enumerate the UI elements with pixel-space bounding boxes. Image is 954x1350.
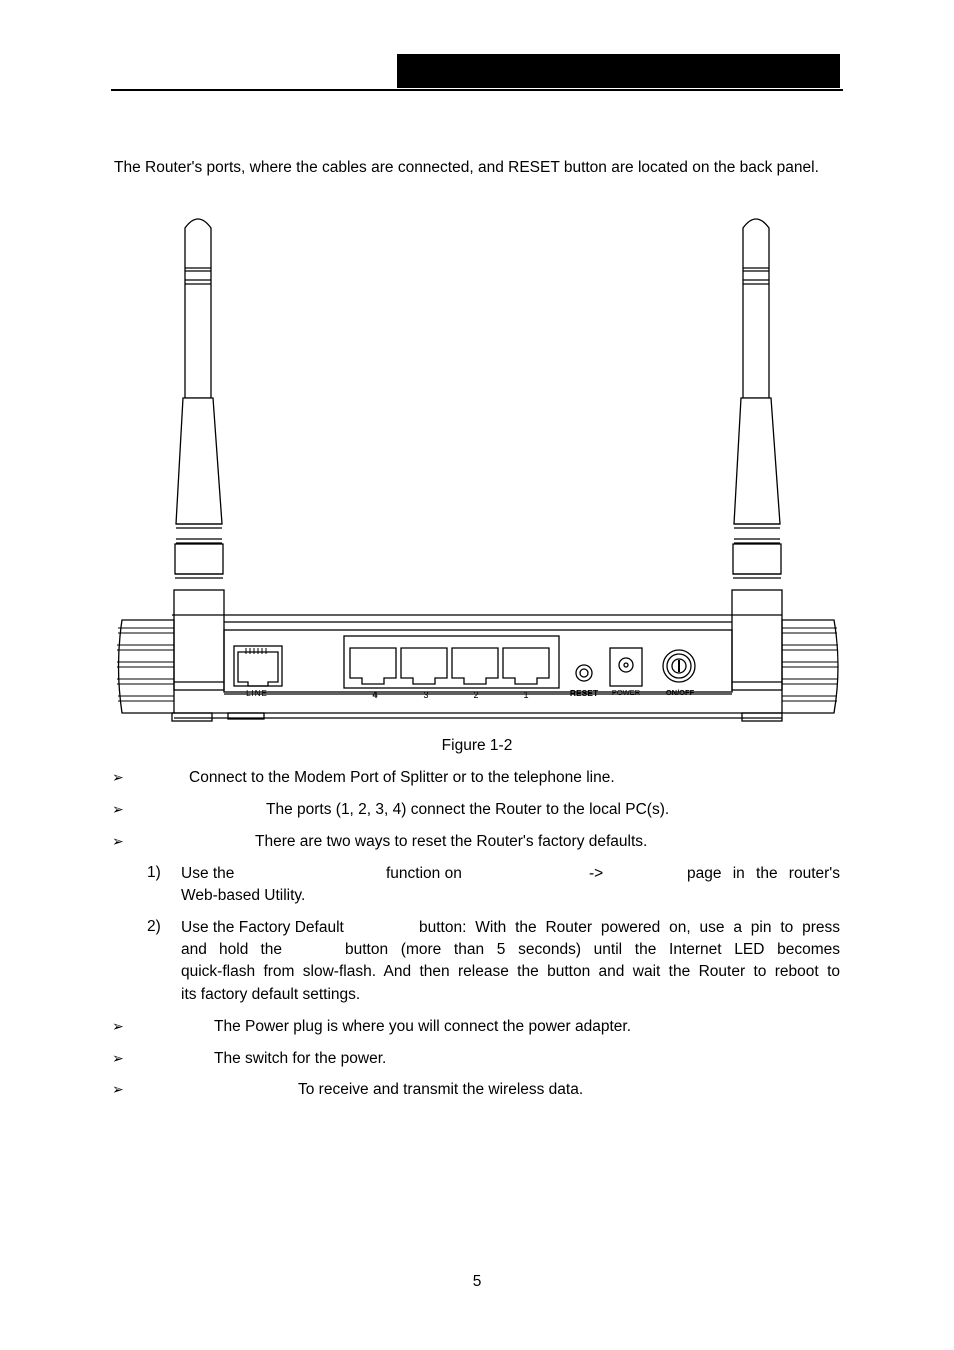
bullet-marker: ➢ bbox=[112, 1018, 124, 1034]
page-number: 5 bbox=[472, 1273, 482, 1290]
router-back-panel-figure bbox=[112, 208, 842, 733]
bullet-lan-ports: The ports (1, 2, 3, 4) connect the Router to the local PC(s). bbox=[266, 801, 670, 818]
line-port-label: LINE bbox=[246, 689, 268, 698]
power-label: POWER bbox=[611, 688, 641, 697]
reset-button bbox=[576, 665, 592, 681]
bullet-reset: There are two ways to reset the Router's factory defaults. bbox=[255, 833, 648, 850]
step-2-line-3: quick-flash from slow-flash. And then release the button and wait the Router to reboot to bbox=[181, 963, 840, 980]
right-antenna bbox=[732, 219, 782, 690]
lan-port-4-label: 4 bbox=[372, 690, 378, 700]
bullet-antenna: To receive and transmit the wireless data. bbox=[298, 1081, 584, 1098]
intro-paragraph: The Router's ports, where the cables are connected, and RESET button are located on the back panel. bbox=[114, 159, 819, 176]
step-2-number: 2) bbox=[147, 918, 161, 935]
header-bar bbox=[397, 54, 840, 88]
bullet-onoff: The switch for the power. bbox=[214, 1050, 387, 1067]
lan-port-3-label: 3 bbox=[423, 690, 429, 700]
step-1-function-on: function on bbox=[386, 865, 462, 882]
bullet-marker: ➢ bbox=[112, 769, 124, 785]
reset-label: RESET bbox=[569, 688, 599, 698]
bullet-line-port: Connect to the Modem Port of Splitter or to the telephone line. bbox=[189, 769, 615, 786]
lan-port-1-label: 1 bbox=[523, 690, 529, 700]
bullet-marker: ➢ bbox=[112, 801, 124, 817]
step-2-line-4: its factory default settings. bbox=[181, 986, 361, 1003]
step-1-use: Use the bbox=[181, 865, 235, 882]
onoff-label: ON/OFF bbox=[665, 688, 695, 697]
step-1-arrow: -> bbox=[589, 865, 604, 882]
step-1-number: 1) bbox=[147, 864, 161, 881]
bullet-marker: ➢ bbox=[112, 1050, 124, 1066]
lan-port-2-label: 2 bbox=[473, 690, 479, 700]
power-jack bbox=[610, 648, 642, 686]
step-1-page-in: page in the router's bbox=[687, 865, 840, 882]
power-switch bbox=[663, 650, 695, 682]
step-2-line-2a: and hold the bbox=[181, 941, 282, 958]
header-rule bbox=[111, 89, 843, 91]
step-2-line-1a: Use the Factory Default bbox=[181, 919, 344, 936]
lan-ports bbox=[344, 636, 559, 688]
line-port bbox=[234, 646, 282, 686]
figure-caption: Figure 1-2 bbox=[441, 737, 513, 754]
bullet-marker: ➢ bbox=[112, 833, 124, 849]
bullet-power: The Power plug is where you will connect the power adapter. bbox=[214, 1018, 632, 1035]
step-1-continuation: Web-based Utility. bbox=[181, 887, 306, 904]
step-2-line-1b: button: With the Router powered on, use a pin to press bbox=[419, 919, 840, 936]
left-antenna bbox=[174, 219, 224, 690]
router-body bbox=[117, 615, 838, 721]
step-2-line-2b: button (more than 5 seconds) until the Internet LED becomes bbox=[345, 941, 840, 958]
bullet-marker: ➢ bbox=[112, 1081, 124, 1097]
